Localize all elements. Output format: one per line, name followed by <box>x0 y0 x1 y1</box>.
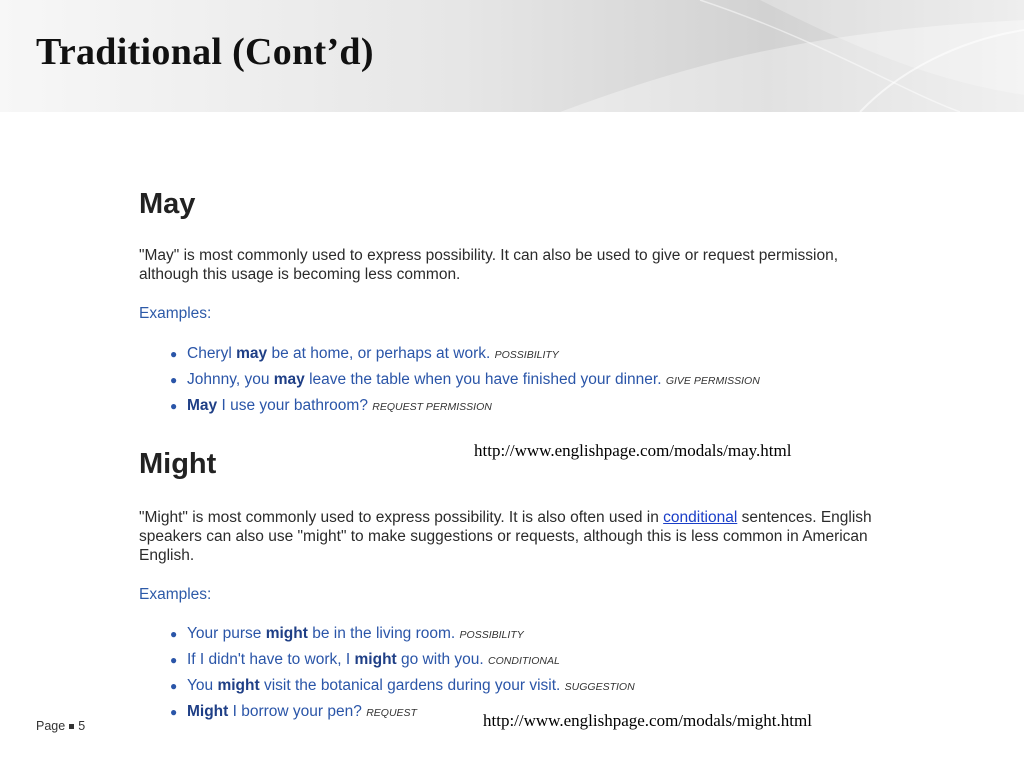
bullet-icon: ● <box>170 399 178 413</box>
example-tag: SUGGESTION <box>564 681 635 693</box>
example-text: Cheryl <box>187 345 237 362</box>
example-keyword: May <box>187 397 218 414</box>
list-item <box>170 367 760 393</box>
may-example-list <box>170 341 760 419</box>
might-example-list <box>170 621 635 725</box>
example-text: be in the living room. <box>307 625 460 642</box>
list-item <box>170 393 760 419</box>
example-keyword: might <box>265 625 308 642</box>
might-examples-label: Examples: <box>139 586 212 603</box>
may-paragraph: "May" is most commonly used to express possibility. It can also be used to give or request permission, although this usage is becoming less common. <box>139 247 839 283</box>
slide-title: Traditional (Cont’d) <box>36 31 374 73</box>
example-tag: GIVE PERMISSION <box>665 375 760 387</box>
may-examples-label: Examples: <box>139 305 212 322</box>
bullet-icon: ● <box>170 373 178 387</box>
example-tag: POSSIBILITY <box>459 629 524 641</box>
example-keyword: might <box>217 677 260 694</box>
example-text: visit the botanical gardens during your visit. <box>259 677 565 694</box>
example-text: Johnny, you <box>187 371 274 388</box>
example-text: You <box>187 677 218 694</box>
example-tag: CONDITIONAL <box>488 655 560 667</box>
list-item <box>170 341 760 367</box>
example-text: Your purse <box>187 625 266 642</box>
example-text: I use your bathroom? <box>217 397 373 414</box>
example-text: go with you. <box>396 651 489 668</box>
example-keyword: might <box>354 651 397 668</box>
might-source-url: http://www.englishpage.com/modals/might.html <box>483 711 812 730</box>
list-item <box>170 647 635 673</box>
example-text: I borrow your pen? <box>228 703 367 720</box>
page-footer <box>36 719 85 733</box>
bullet-icon: ● <box>170 679 178 693</box>
conditional-link[interactable]: conditional <box>663 509 738 526</box>
list-item <box>170 673 635 699</box>
might-paragraph-text: sentences. English speakers can also use "might" to make suggestions or requests, although this is less common in American English. <box>139 509 872 564</box>
example-text: be at home, or perhaps at work. <box>267 345 495 362</box>
example-keyword: Might <box>187 703 229 720</box>
example-keyword: may <box>273 371 305 388</box>
bullet-icon: ● <box>170 627 178 641</box>
example-text: If I didn't have to work, I <box>187 651 355 668</box>
example-tag: POSSIBILITY <box>494 349 559 361</box>
might-paragraph <box>139 508 919 565</box>
bullet-icon: ● <box>170 653 178 667</box>
page-label: Page <box>36 719 66 733</box>
might-heading: Might <box>139 448 217 480</box>
example-text: leave the table when you have finished your dinner. <box>304 371 666 388</box>
example-tag: REQUEST PERMISSION <box>372 401 492 413</box>
list-item <box>170 621 635 647</box>
might-paragraph-text: "Might" is most commonly used to express possibility. It is also often used in <box>139 509 664 526</box>
separator-square-icon <box>69 724 74 729</box>
bullet-icon: ● <box>170 705 178 719</box>
example-keyword: may <box>236 345 268 362</box>
may-heading: May <box>139 188 196 220</box>
page-number: 5 <box>78 719 86 733</box>
may-source-url: http://www.englishpage.com/modals/may.html <box>474 441 792 460</box>
bullet-icon: ● <box>170 347 178 361</box>
example-tag: REQUEST <box>366 707 417 719</box>
